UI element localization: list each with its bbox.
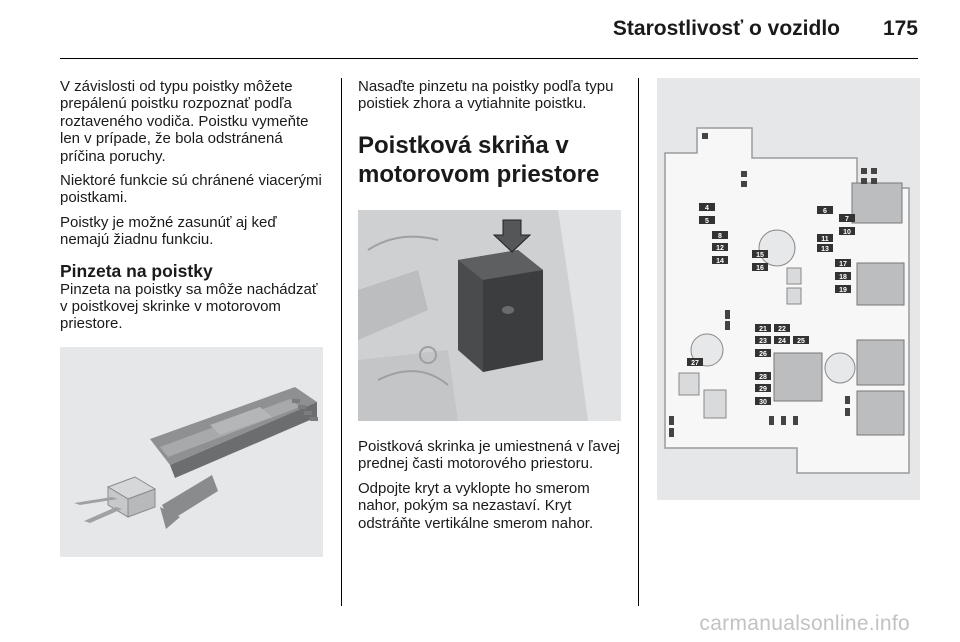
header-rule xyxy=(60,58,918,59)
paragraph: Nasaďte pinzetu na poistky podľa typu poistiek zhora a vytiahnite poistku. xyxy=(358,78,614,113)
page-number: 175 xyxy=(882,17,918,40)
header-title: Starostlivosť o vozidlo xyxy=(612,17,840,40)
page-header xyxy=(0,0,960,60)
svg-text:15: 15 xyxy=(756,252,764,259)
svg-text:27: 27 xyxy=(691,360,699,367)
section-heading: Poistková skriňa v motorovom priestore xyxy=(358,131,600,188)
svg-text:22: 22 xyxy=(778,326,786,333)
svg-text:8: 8 xyxy=(718,233,722,240)
svg-text:29: 29 xyxy=(759,386,767,393)
svg-text:13: 13 xyxy=(821,246,829,253)
svg-text:18: 18 xyxy=(839,274,847,281)
svg-text:26: 26 xyxy=(759,351,767,358)
fuse-box-diagram xyxy=(657,78,920,500)
paragraph: Niektoré funkcie sú chránené viacerými poistkami. xyxy=(60,172,322,207)
column-divider-1 xyxy=(341,78,342,606)
paragraph: Poistková skrinka je umiestnená v ľavej prednej časti motorového priestoru. xyxy=(358,438,620,473)
svg-text:24: 24 xyxy=(778,338,786,345)
paragraph: V závislosti od typu poistky môžete prepálenú poistku rozpoznať podľa roztaveného vodiča. Poistku vymeňte len v prípade, že bola odstránená príčina poruchy. xyxy=(60,78,309,165)
column-divider-2 xyxy=(638,78,639,606)
svg-text:5: 5 xyxy=(705,218,709,225)
fuse-puller-illustration xyxy=(60,347,323,557)
svg-text:23: 23 xyxy=(759,338,767,345)
column-2 xyxy=(358,78,624,189)
paragraph: Poistky je možné zasunúť aj keď nemajú žiadnu funkciu. xyxy=(60,213,277,249)
paragraph: Odpojte kryt a vyklopte ho smerom nahor, pokým sa nezastaví. Kryt odstráňte vertikálne smerom nahor. xyxy=(358,479,594,532)
svg-text:14: 14 xyxy=(716,258,724,265)
svg-text:17: 17 xyxy=(839,261,847,268)
paragraph: Pinzeta na poistky sa môže nachádzať v poistkovej skrinke v motorovom priestore. xyxy=(60,280,318,333)
svg-text:11: 11 xyxy=(821,236,829,243)
svg-text:4: 4 xyxy=(705,205,709,212)
section-heading: Pinzeta na poistky xyxy=(60,260,213,281)
svg-text:16: 16 xyxy=(756,265,764,272)
svg-text:10: 10 xyxy=(843,229,851,236)
svg-text:25: 25 xyxy=(797,338,805,345)
engine-compartment-photo xyxy=(358,210,621,421)
svg-text:19: 19 xyxy=(839,287,847,294)
watermark: carmanualsonline.info xyxy=(699,612,910,635)
svg-text:28: 28 xyxy=(759,374,767,381)
svg-text:12: 12 xyxy=(716,245,724,252)
svg-text:6: 6 xyxy=(823,208,827,215)
column-1 xyxy=(60,78,328,340)
svg-text:7: 7 xyxy=(845,216,849,223)
svg-text:21: 21 xyxy=(759,326,767,333)
svg-text:30: 30 xyxy=(759,399,767,406)
column-2-lower xyxy=(358,438,624,539)
